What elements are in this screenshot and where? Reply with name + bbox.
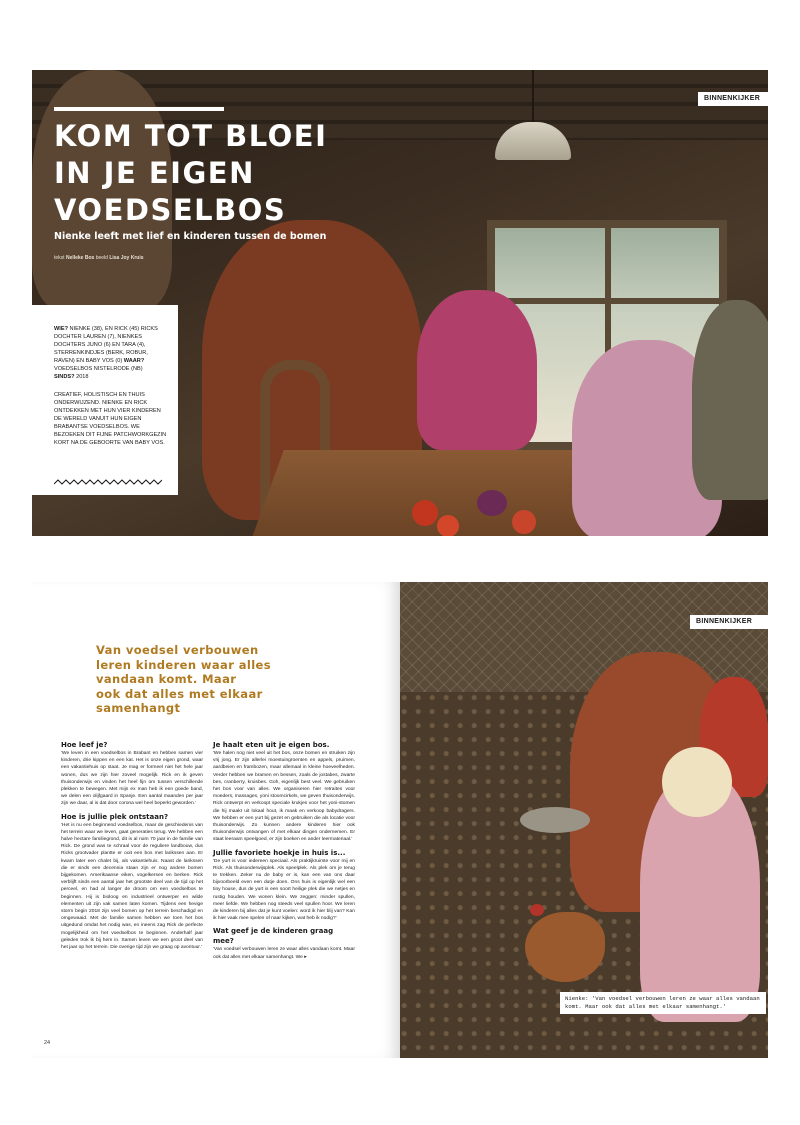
tomato [512, 510, 536, 534]
page-number: 24 [44, 1040, 51, 1046]
section-tab: BINNENKIJKER [690, 615, 768, 629]
who-value: NIENKE (38), EN RICK (45) RICKS DOCHTER LAUREN (7), NIENKES DOCHTERS JUNO (6) EN TARA (4), STERRENKINDJES (BERK, ROBUR, RAVEN) EN BABY VOS (0) [54, 326, 158, 364]
where-value: VOEDSELBOS NISTELRODE (NB) [54, 366, 143, 372]
feed-bowl [520, 807, 590, 833]
interview-answer: 'De yurt is voor iedereen speciaal. Als praktijkruimte voor mij en Rick. Als thuisonderwijsplek. Als speelplek. Als plek om je terug te trekken. Zeker nu de baby er is, kan een van ons daar bijvoorbeeld even een dutje doen. Ons huis is eigenlijk wel een tiny house, dus de yurt is een soort heilige plek die we netjes en rustig houden. We wonen klein. We zeggen: minder spullen, meer liefde. We hebben nog steeds veel spullen hoor. We leren de kinderen bij alles dat je kunt voelen: word ik hier blij van? Kan ik hier vaak mee spelen of naar kijken, wat heb ik nodig?' [213, 858, 355, 922]
credit-image-label: beeld [95, 255, 108, 261]
who-label: WIE? [54, 326, 68, 332]
article-credits [54, 255, 144, 261]
article-headline [54, 118, 354, 229]
interview-question: Jullie favoriete hoekje in huis is... [213, 848, 346, 857]
interview-question: Hoe is jullie plek ontstaan? [61, 812, 169, 821]
interview-answer: 'We leven in een voedselbos in Brabant en hebben samen vier kinderen, drie kippen en een kat. Het is onze eigen grond, waar een vakantiehuis op staat. Je mag er formeel niet het hele jaar wonen, dus we zijn hier zoveel mogelijk. Rick en ik geven thuisonderwijs en vinden het heel fijn om tussen verschillende plekken te bewegen. Met mijn ex man heb ik een goede band, we delen een olijfgaard in Spanje. Een aantal maanden per jaar zijn we daar, al is dat door corona wel heel beperkt geworden.' [61, 751, 203, 807]
article-subheadline: Nienke leeft met lief en kinderen tussen de bomen [54, 231, 327, 242]
hen-comb [530, 904, 544, 916]
credit-text-label: tekst [54, 255, 65, 261]
wire-fence [400, 582, 768, 692]
zigzag-divider [54, 479, 162, 485]
family-facts [54, 325, 170, 381]
lamp-cord [532, 70, 534, 125]
pull-quote [96, 643, 296, 716]
pull-quote-line: ook dat alles met elkaar [96, 686, 263, 701]
photo-caption: Nienke: 'Van voedsel verbouwen leren ze waar alles vandaan komt. Maar ook dat alles met elkaar samenhangt.' [560, 992, 766, 1014]
girl-blonde-hair [662, 747, 732, 817]
tomato [412, 500, 438, 526]
boy-figure [692, 300, 768, 500]
since-label: SINDS? [54, 374, 75, 380]
headline-line: VOEDSELBOS [54, 193, 287, 227]
article-intro: CREATIEF, HOLISTISCH EN THUIS ONDERWIJZEND. NIENKE EN RICK ONTDEKKEN MET HUN VIER KINDEREN DE WERELD VANUIT HUN EIGEN BRABANTSE VOEDSELBOS. WE BEZOEKEN DIT FIJNE PATCHWORKGEZIN KORT NA DE GEBOORTE VAN BABY VOS. [54, 392, 167, 446]
pull-quote-line: vandaan komt. Maar [96, 672, 237, 686]
interview-answer: 'Het is nu een beginnend voedselbos, maar de geschiedenis van het terrein waar we leven, gaat generaties terug. We hebben een halve hectare familiegrond, dit is al ruim 70 jaar in de familie van Rick. De grond was te schraal voor de reguliere landbouw, dus Ricks grootvader plantte er ooit een bos met larikssen aan. Er kwam later een chalet bij, als vakantiehuis. Naast de larikssen die er sinds een decennia staan zijn er nog andere bomen bijgekomen. Amerikaanse eiken, vogelkersen en berken. Rick verblijft sinds een aantal jaar het grootste deel van de tijd op het perceel, en had al langer de droom om een voedselbos te beginnen. Hij is bioloog en industrieel ontwerper en wilde elementen uit zijn vak samen laten komen. Tijdens een hevige storm begin 2018 zijn veel bomen op het terrein beschadigd en omgewaaid. Met de familie samen hebben we toen het bos uitgedund omdat het nodig was, en ineens zag Rick de perfecte mogelijkheid om het voedselbos te beginnen. Anderhalf jaar geleden trok ik bij hem in. Samen leven we een groot deel van het jaar op het terrein. Die overige tijd zijn we graag op avontuur.' [61, 822, 203, 951]
credit-text-author: Nelleke Bos [65, 255, 95, 261]
since-value: 2018 [76, 374, 89, 380]
right-page-photo [400, 582, 768, 1058]
pull-quote-line: samenhangt [96, 701, 181, 715]
credit-image-author: Lisa Joy Kruis [109, 255, 144, 261]
article-column-right [213, 740, 355, 961]
pull-quote-line: leren kinderen waar alles [96, 657, 271, 672]
interview-question: Je haalt eten uit je eigen bos. [213, 741, 330, 749]
headline-line: KOM TOT BLOEI [54, 119, 328, 153]
tomato [437, 515, 459, 536]
family-info-box [32, 305, 178, 495]
headline-line: IN JE EIGEN [54, 156, 255, 190]
interview-question: Hoe leef je? [61, 741, 108, 749]
section-tab: BINNENKIJKER [698, 92, 768, 106]
pull-quote-line: Van voedsel verbouwen [96, 643, 259, 657]
interview-answer: 'Van voedsel verbouwen leren ze waar alles vandaan komt. Maar ook dat alles met elkaar samenhangt. We ▸ [213, 947, 355, 960]
girl-figure [417, 290, 537, 450]
interview-answer: 'We halen nog niet veel uit het bos, onze bomen en struiken zijn vrij jong. Er zijn allerlei moestuingroenten en appels, pruimen, aardbeien en frambozen, maar allemaal in kleine hoeveelheden. Verder hebben we bramen en bessen, zoals de jostabes, zwarte bes, cranberry, kruisbes. Goh, eigenlijk best veel. We gebruiken het bos voor van alles. We organiseren hier retraites voor moeders, massages, yoni stoomcirkels, we geven thuisonderwijs. Rick ontwerpt en verkoopt speciale krukjes voor het yoni-stomen die hij maakt uit lokaal hout, ik maak en verkoop babydragers. We hebben er een yurt bij gezet en gebruiken die als locatie voor thuisonderwijs. Zo kunnen andere kinderen hier ook thuisonderwijs ontvangen of met elkaar dingen ondernemen. Er staat leeraam speelgoed, er zijn boeken en ander leermateriaal.' [213, 751, 355, 843]
hen [525, 912, 605, 982]
article-column-left [61, 740, 203, 951]
headline-rule [54, 107, 224, 111]
where-label: WAAR? [123, 358, 145, 364]
interview-question: Wat geef je de kinderen graag mee? [213, 927, 334, 946]
red-cabbage [477, 490, 507, 516]
